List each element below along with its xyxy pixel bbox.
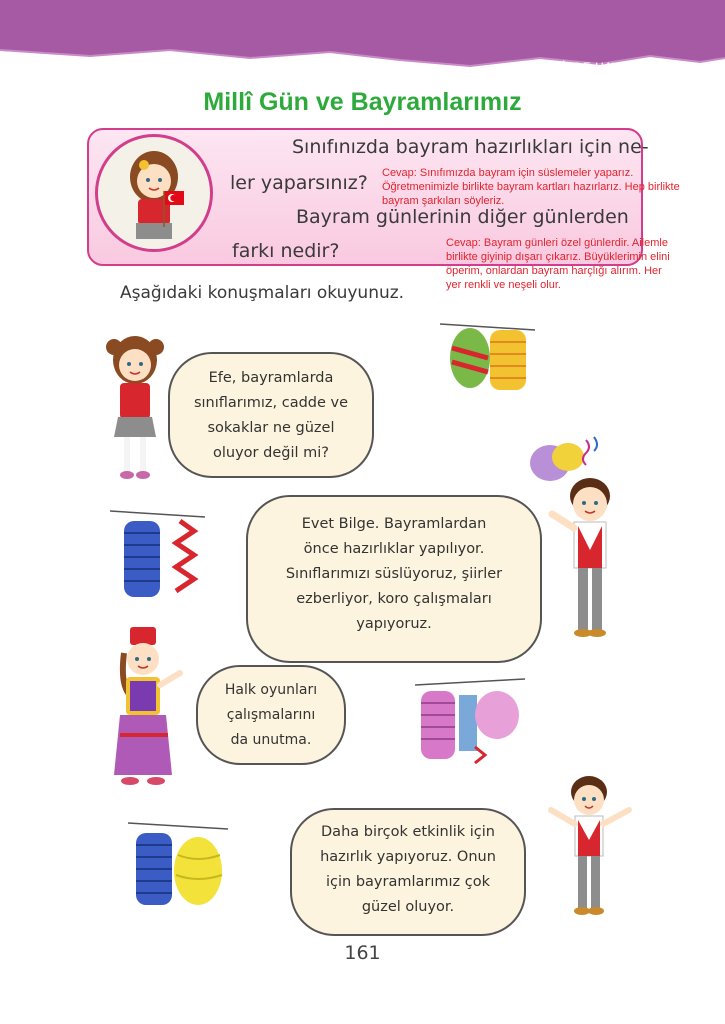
answer-1-line-3: bayram şarkıları söyleriz. xyxy=(382,195,505,207)
dialogue-4-line-3: için bayramlarımız çok xyxy=(326,874,490,890)
answer-1-line-2: Öğretmenimizle birlikte bayram kartları hazırlarız. Hep birlikte xyxy=(382,181,680,193)
pink-lantern-balloon-decoration xyxy=(415,675,525,770)
answer-2-line-1: Cevap: Bayram günleri özel günlerdir. Ailemle xyxy=(446,237,668,249)
speech-bubble-2 xyxy=(246,495,542,663)
question-1-line-2: ler yaparsınız? xyxy=(230,172,368,194)
dialogue-3-line-1: Halk oyunları xyxy=(224,682,318,698)
blue-lantern-decoration xyxy=(110,505,205,610)
dialogue-2-line-2: önce hazırlıklar yapılıyor. xyxy=(303,541,485,557)
page-number: 161 xyxy=(344,942,381,964)
dialogue-2-line-5: yapıyoruz. xyxy=(356,616,432,632)
speech-bubble-1 xyxy=(168,352,374,478)
question-2-line-2: farkı nedir? xyxy=(232,240,340,262)
blue-yellow-lanterns-decoration xyxy=(128,815,228,915)
dialogue-4-line-1: Daha birçok etkinlik için xyxy=(321,824,495,840)
dialogue-1-line-1: Efe, bayramlarda xyxy=(208,370,334,386)
dialogue-1-line-3: sokaklar ne güzel xyxy=(207,420,335,436)
dialogue-4-line-4: güzel oluyor. xyxy=(361,899,455,915)
question-2-line-1: Bayram günlerinin diğer günlerden xyxy=(296,206,629,228)
dialogue-3-line-2: çalışmalarını xyxy=(226,707,316,723)
answer-2-line-2: birlikte giyinip dışarı çıkarız. Büyüklerimin elini xyxy=(446,251,670,263)
lanterns-decoration xyxy=(440,318,535,398)
answer-1-line-1: Cevap: Sınıfımızda bayram için süslemeler yaparız. xyxy=(382,167,634,179)
dialogue-3-line-3: da unutma. xyxy=(230,732,312,748)
speech-bubble-4 xyxy=(290,808,526,936)
speech-bubble-3 xyxy=(196,665,346,765)
question-1-line-1: Sınıfınızda bayram hazırlıkları için ne- xyxy=(292,136,649,158)
boy-character-2-illustration xyxy=(545,770,635,920)
dialogue-2-line-1: Evet Bilge. Bayramlardan xyxy=(301,516,487,532)
dialogue-4-line-2: hazırlık yapıyoruz. Onun xyxy=(320,849,496,865)
dialogue-2-line-4: ezberliyor, koro çalışmaları xyxy=(296,591,492,607)
answer-2-line-4: yer renkli ve neşeli olur. xyxy=(446,279,561,291)
dialogue-1-line-2: sınıflarımız, cadde ve xyxy=(193,395,349,411)
dialogue-2-line-3: Sınıflarımızı süslüyoruz, şiirler xyxy=(285,566,503,582)
dialogue-1-line-4: oluyor değil mi? xyxy=(213,445,329,461)
boy-character-illustration xyxy=(548,470,633,640)
answer-2-line-3: öperim, onlardan bayram harçlığı alırım. Her xyxy=(446,265,662,277)
girl-character-illustration xyxy=(100,325,170,485)
girl-with-flag-illustration xyxy=(95,134,213,252)
folk-dancer-illustration xyxy=(100,625,190,795)
instruction: Aşağıdaki konuşmaları okuyunuz. xyxy=(120,283,405,303)
section-title: ÜLKEMİZDE HAYAT xyxy=(518,60,635,74)
page-title: Millî Gün ve Bayramlarımız xyxy=(203,88,522,116)
